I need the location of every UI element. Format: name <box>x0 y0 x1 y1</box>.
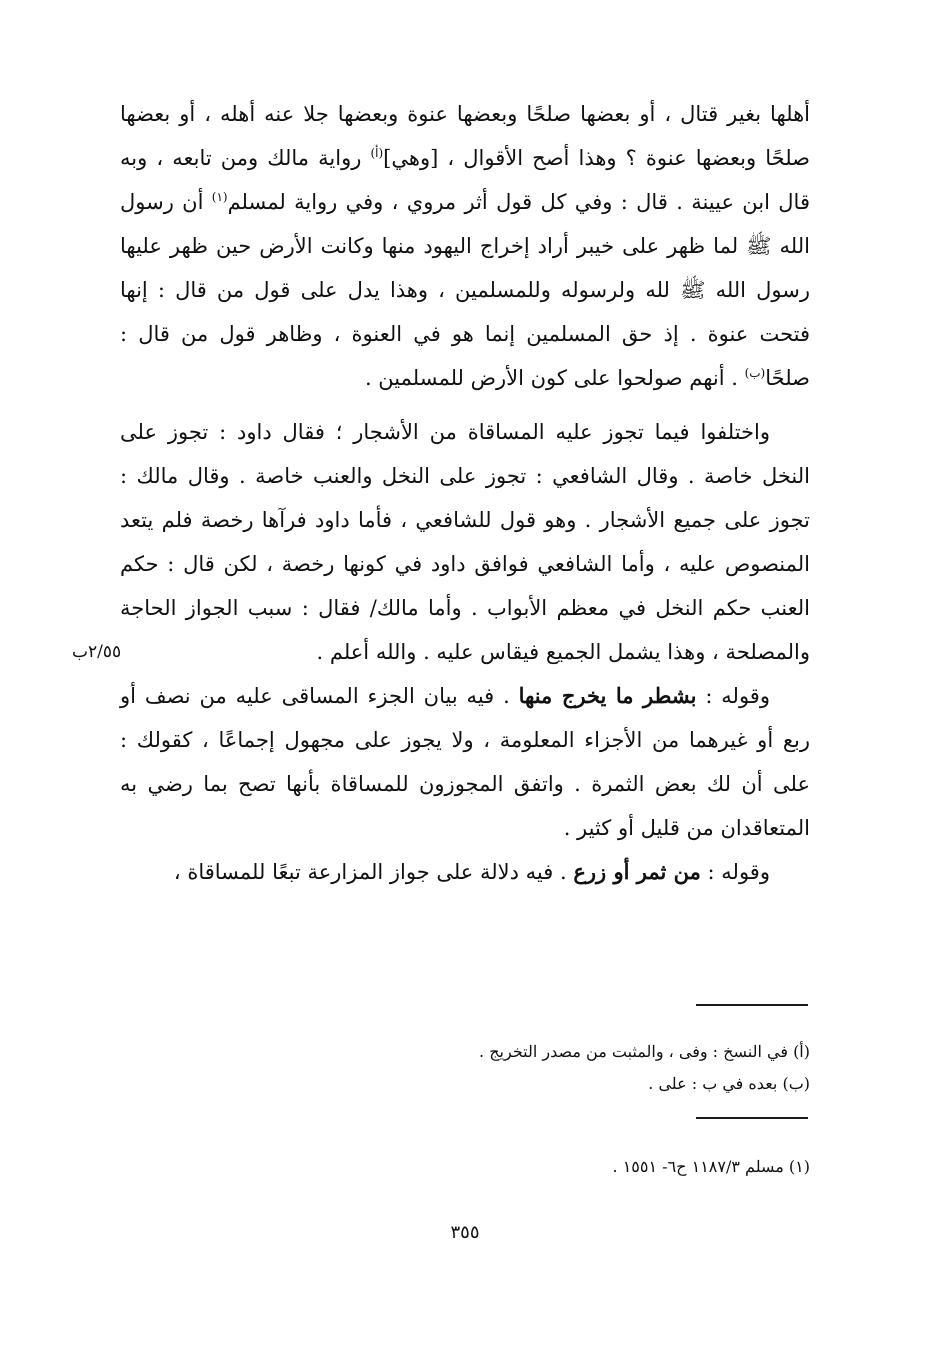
page-number: ٣٥٥ <box>450 1222 480 1243</box>
paragraph-3-rest: . فيه بيان الجزء المساقى عليه من نصف أو ربع أو غيرهما من الأجزاء المعلومة ، ولا يجوز على مجهول إجماعًا ، كقولك : على أن لك بعض الثمرة . واتفق المجوزون للمساقاة بأنها تصح بما رضي به المتعاقدان من قليل أو كثير . <box>120 684 810 840</box>
paragraph-1-segment-1: أهلها بغير قتال ، أو بعضها صلحًا وبعضها عنوة وبعضها جلا عنه أهله ، أو بعضها صلحًا وبعضها عنوة ؟ وهذا أصح الأقوال ، [وهي] <box>120 102 810 170</box>
paragraph-3 <box>120 674 810 850</box>
footnote-marker-a: (أ) <box>370 146 384 160</box>
variant-footnotes <box>300 1036 810 1100</box>
source-footnote-1: (١) مسلم ١١٨٧/٣ ح٦- ١٥٥١ . <box>612 1157 810 1176</box>
paragraph-1-segment-2: رواية مالك ومن تابعه ، وبه قال ابن عيينة . قال : وفي كل قول أثر مروي ، وفي رواية لمسلم <box>120 146 810 214</box>
paragraph-1-segment-4: . أنهم صولحوا على كون الأرض للمسلمين . <box>364 366 745 390</box>
manuscript-folio-note: ٢/٥٥ب <box>72 642 122 662</box>
paragraph-4-rest: . فيه دلالة على جواز المزارعة تبعًا للمساقاة ، <box>173 860 574 884</box>
paragraph-1 <box>120 92 810 400</box>
footnote-b: (ب) بعده في ب : على . <box>648 1074 810 1093</box>
paragraph-4-prefix: وقوله : <box>700 860 770 884</box>
footnote-separator-bottom <box>696 1117 808 1119</box>
footnote-marker-b: (ب) <box>744 366 766 380</box>
paragraph-1-segment-3: أن رسول الله ﷺ لما ظهر على خيبر أراد إخراج اليهود منها وكانت الأرض حين ظهر عليها رسول الله ﷺ لله ولرسوله وللمسلمين ، وهذا يدل على قول من قال : إنها فتحت عنوة . إذ حق المسلمين إنما هو في العنوة ، وظاهر قول من قال : صلحًا <box>120 190 810 390</box>
footnote-marker-1: (١) <box>211 190 228 204</box>
paragraph-4-bold-phrase: من ثمر أو زرع <box>573 859 701 884</box>
paragraph-3-bold-phrase: بشطر ما يخرج منها <box>518 683 697 708</box>
footnote-separator-top <box>696 1004 808 1006</box>
main-text-body <box>120 92 810 894</box>
paragraph-2: واختلفوا فيما تجوز عليه المساقاة من الأشجار ؛ فقال داود : تجوز على النخل خاصة . وقال الشافعي : تجوز على النخل والعنب خاصة . وقال مالك : تجوز على جميع الأشجار . وهو قول للشافعي ، فأما داود فرآها رخصة فلم يتعد المنصوص عليه ، وأما الشافعي فوافق داود في كونها رخصة ، لكن قال : حكم العنب حكم النخل في معظم الأبواب . وأما مالك/ فقال : سبب الجواز الحاجة والمصلحة ، وهذا يشمل الجميع فيقاس عليه . والله أعلم . <box>120 420 810 664</box>
paragraph-4 <box>120 850 810 894</box>
footnote-a: (أ) في النسخ : وفى ، والمثبت من مصدر التخريج . <box>479 1042 810 1061</box>
paragraph-3-prefix: وقوله : <box>696 684 770 708</box>
